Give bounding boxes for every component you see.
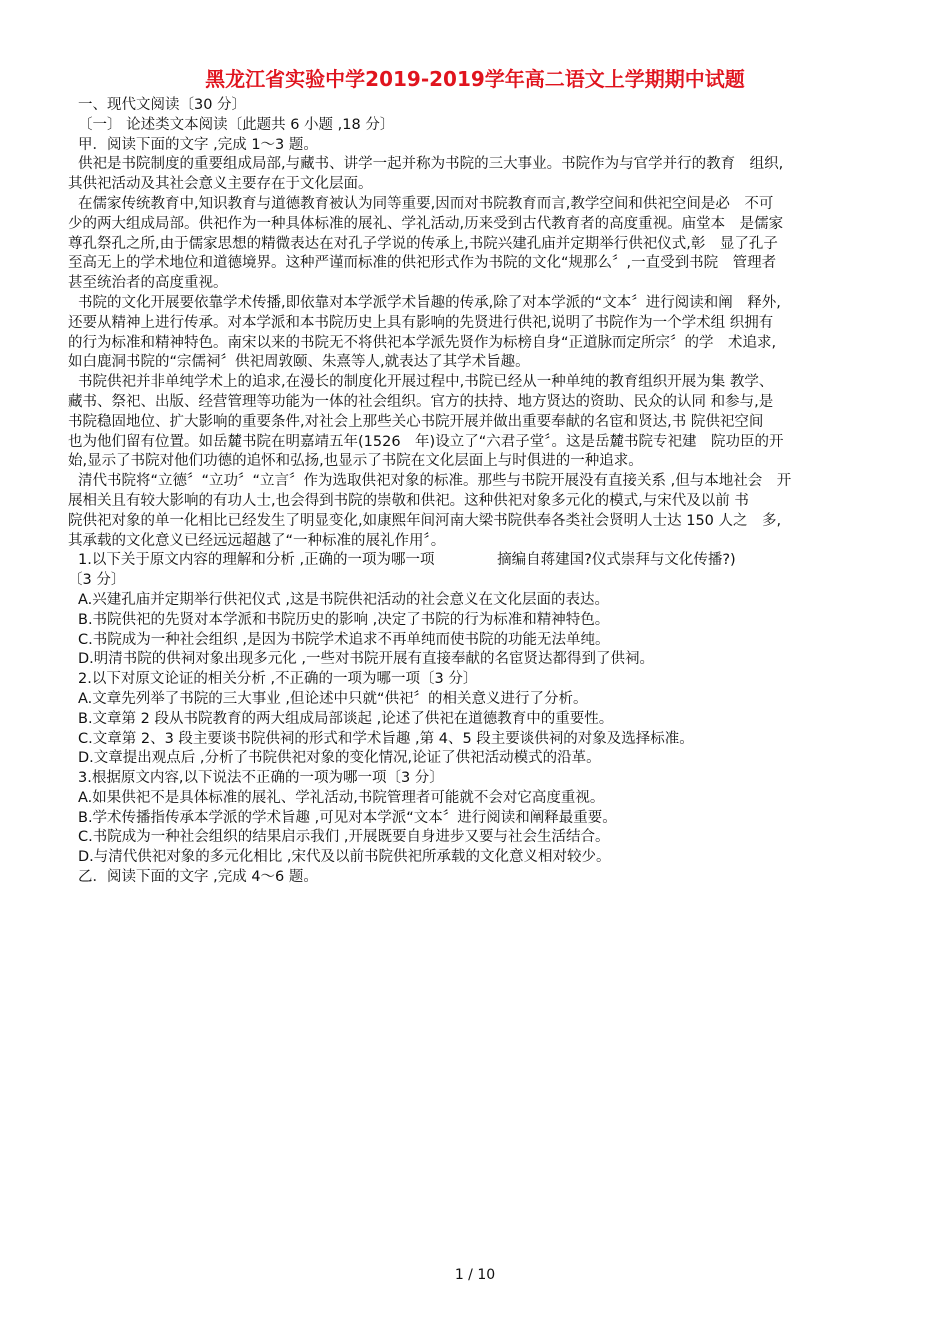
text-line: 乙．阅读下面的文字 ,完成 4～6 题。: [78, 869, 318, 886]
text-line: C.文章第 2、3 段主要谈书院供祠的形式和学术旨趣 ,第 4、5 段主要谈供祠的对象及选择标准。: [78, 730, 694, 747]
text-line: 书院的文化开展要依靠学术传播,即依靠对本学派学术旨趣的传承,除了对本学派的“文本〞进行阅读和阐 释外,: [78, 294, 781, 311]
text-line: 少的两大组成局部。供祀作为一种具体标准的展礼、学礼活动,历来受到古代教育者的高度重视。庙堂本 是儒家: [68, 215, 784, 232]
text-line: 书院稳固地位、扩大影响的重要条件,对社会上那些关心书院开展并做出重要奉献的名宦和贤达,书 院供祀空间: [68, 413, 764, 430]
text-line: 院供祀对象的单一化相比已经发生了明显变化,如康熙年间河南大梁书院供奉各类社会贤明人士达 150 人之 多,: [68, 512, 782, 529]
document-title: 黑龙江省实验中学2019-2019学年高二语文上学期期中试题: [205, 67, 745, 91]
text-line: 3.根据原文内容,以下说法不正确的一项为哪一项〔3 分〕: [78, 770, 444, 787]
text-line: 还要从精神上进行传承。对本学派和本书院历史上具有影响的先贤进行供祀,说明了书院作为一个学术组 织拥有: [68, 314, 774, 331]
text-line: B.书院供祀的先贤对本学派和书院历史的影响 ,决定了书院的行为标准和精神特色。: [78, 611, 610, 628]
text-line: A.如果供祀不是具体标准的展礼、学礼活动,书院管理者可能就不会对它高度重视。: [78, 789, 605, 806]
text-line: 藏书、祭祀、出版、经营管理等功能为一体的社会组织。官方的扶持、地方贤达的资助、民众的认同 和参与,是: [68, 393, 774, 410]
text-line: 其承载的文化意义已经远远超越了“一种标准的展礼作用〞。: [68, 532, 446, 549]
text-line: B.文章第 2 段从书院教育的两大组成局部谈起 ,论述了供祀在道德教育中的重要性。: [78, 710, 614, 727]
text-line: A.文章先列举了书院的三大事业 ,但论述中只就“供祀〞的相关意义进行了分析。: [78, 690, 588, 707]
document-body: [68, 96, 890, 888]
text-line: A.兴建孔庙并定期举行供祀仪式 ,这是书院供祀活动的社会意义在文化层面的表达。: [78, 591, 609, 608]
text-line: 书院供祀并非单纯学术上的追求,在漫长的制度化开展过程中,书院已经从一种单纯的教育组织开展为集 教学、: [78, 374, 774, 391]
text-line: 〔3 分〕: [68, 572, 126, 589]
text-line: 始,显示了书院对他们功德的追怀和弘扬,也显示了书院在文化层面上与时俱进的一种追求。: [68, 453, 643, 470]
text-line: 在儒家传统教育中,知识教育与道德教育被认为同等重要,因而对书院教育而言,教学空间和供祀空间是必 不可: [78, 195, 774, 212]
text-line: 甚至统治者的高度重视。: [68, 275, 228, 292]
text-line: 一、现代文阅读〔30 分〕: [78, 97, 247, 113]
text-line: D.与清代供祀对象的多元化相比 ,宋代及以前书院供祀所承载的文化意义相对较少。: [78, 849, 611, 866]
text-line: 2.以下对原文论证的相关分析 ,不正确的一项为哪一项〔3 分〕: [78, 671, 478, 688]
text-line: 供祀是书院制度的重要组成局部,与藏书、讲学一起并称为书院的三大事业。书院作为与官学并行的教育 组织,: [78, 156, 784, 173]
text-line: 其供祀活动及其社会意义主要存在于文化层面。: [68, 176, 373, 193]
text-line: 也为他们留有位置。如岳麓书院在明嘉靖五年(1526 年)设立了“六君子堂〞。这是岳麓书院专祀建 院功臣的开: [68, 433, 784, 450]
text-line: 的行为标准和精神特色。南宋以来的书院无不将供祀本学派先贤作为标榜自身“正道脉而定所宗〞的学 术追求,: [68, 334, 777, 351]
text-line: 至高无上的学术地位和道德境界。这种严谨而标准的供祀形式作为书院的文化“规那么〞,一直受到书院 管理者: [68, 255, 777, 272]
text-line: C.书院成为一种社会组织 ,是因为书院学术追求不再单纯而使书院的功能无法单纯。: [78, 631, 610, 648]
text-line: 展相关且有较大影响的有功人士,也会得到书院的崇敬和供祀。这种供祀对象多元化的模式,与宋代及以前 书: [68, 492, 749, 509]
text-line: 清代书院将“立德〞“立功〞“立言〞作为选取供祀对象的标准。那些与书院开展没有直接关系 ,但与本地社会 开: [78, 473, 792, 490]
text-line: 1.以下关于原文内容的理解和分析 ,正确的一项为哪一项 摘编自蒋建国?仪式崇拜与文化传播?): [78, 552, 736, 569]
text-line: C.书院成为一种社会组织的结果启示我们 ,开展既要自身进步又要与社会生活结合。: [78, 829, 610, 846]
text-line: D.文章提出观点后 ,分析了书院供祀对象的变化情况,论证了供祀活动模式的沿革。: [78, 750, 601, 767]
text-line: 甲．阅读下面的文字 ,完成 1～3 题。: [78, 136, 318, 153]
text-line: B.学术传播指传承本学派的学术旨趣 ,可见对本学派“文本〞进行阅读和阐释最重要。: [78, 809, 617, 826]
text-line: D.明清书院的供祠对象出现多元化 ,一些对书院开展有直接奉献的名宦贤达都得到了供祠。: [78, 651, 654, 668]
page-number: 1 / 10: [454, 1267, 496, 1283]
text-line: 如白鹿洞书院的“宗儒祠〞供祀周敦颐、朱熹等人,就表达了其学术旨趣。: [68, 354, 530, 371]
text-line: 尊孔祭孔之所,由于儒家思想的精微表达在对孔子学说的传承上,书院兴建孔庙并定期举行供祀仪式,彰 显了孔子: [68, 235, 778, 252]
text-line: 〔一〕 论述类文本阅读〔此题共 6 小题 ,18 分〕: [78, 116, 395, 133]
